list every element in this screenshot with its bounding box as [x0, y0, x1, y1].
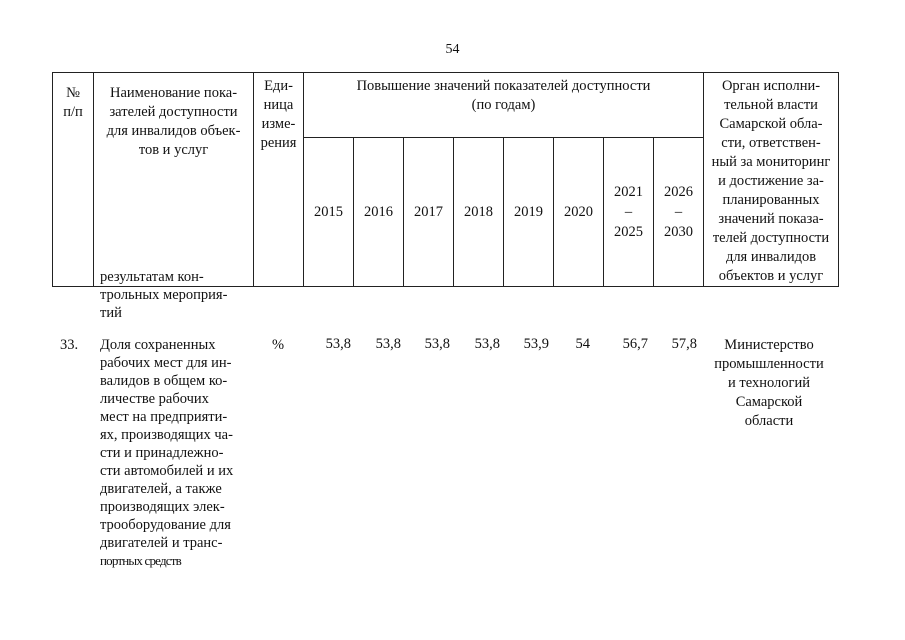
value-2015: 53,8 [325, 336, 351, 352]
header-year-2026-2030: 2026 – 2030 [654, 138, 704, 287]
header-year-2021-2025: 2021 – 2025 [604, 138, 654, 287]
value-2017: 53,8 [424, 336, 450, 352]
value-2019: 53,9 [523, 336, 549, 352]
header-year-2016: 2016 [354, 138, 404, 287]
row-organ: Министерство промышленности и технологий Самарской области [714, 337, 824, 429]
value-2026-2030: 57,8 [671, 336, 697, 352]
row-number: 33. [60, 337, 79, 353]
header-col-group-years: Повышение значений показателей доступности (по годам) [304, 73, 704, 138]
row-unit: % [272, 337, 285, 353]
header-year-2018: 2018 [454, 138, 504, 287]
header-year-2015: 2015 [304, 138, 354, 287]
continuation-line-3: тий [100, 305, 122, 321]
continuation-line-2: трольных мероприя- [100, 287, 228, 303]
header-year-2017: 2017 [404, 138, 454, 287]
continuation-text [100, 268, 250, 322]
value-2018: 53,8 [474, 336, 500, 352]
header-col-name: Наименование пока- зателей доступности для инвалидов объек- тов и услуг [94, 73, 254, 287]
table-header [52, 72, 839, 287]
row-indicator-name: Доля сохраненных рабочих мест для ин- валидов в общем ко- личестве рабочих мест на предприяти- ях, производящих ча- сти и принадлежно- сти автомобилей и их двигателей, а также производящих элек- трооборудование для двигателей и транс- портных средств [100, 337, 234, 568]
value-2021-2025: 56,7 [622, 336, 648, 352]
header-col-number: № п/п [53, 73, 94, 287]
header-col-unit: Еди- ница изме- рения [254, 73, 304, 287]
value-2020: 54 [575, 336, 590, 352]
header-year-2020: 2020 [554, 138, 604, 287]
continuation-line-1: результатам кон- [100, 269, 204, 285]
value-2016: 53,8 [375, 336, 401, 352]
page-number: 54 [445, 42, 460, 57]
header-year-2019: 2019 [504, 138, 554, 287]
header-col-organ: Орган исполни- тельной власти Самарской обла- сти, ответствен- ный за мониторинг и достижение за- планированных значений показа- телей доступности для инвалидов объектов и услуг [704, 73, 839, 287]
